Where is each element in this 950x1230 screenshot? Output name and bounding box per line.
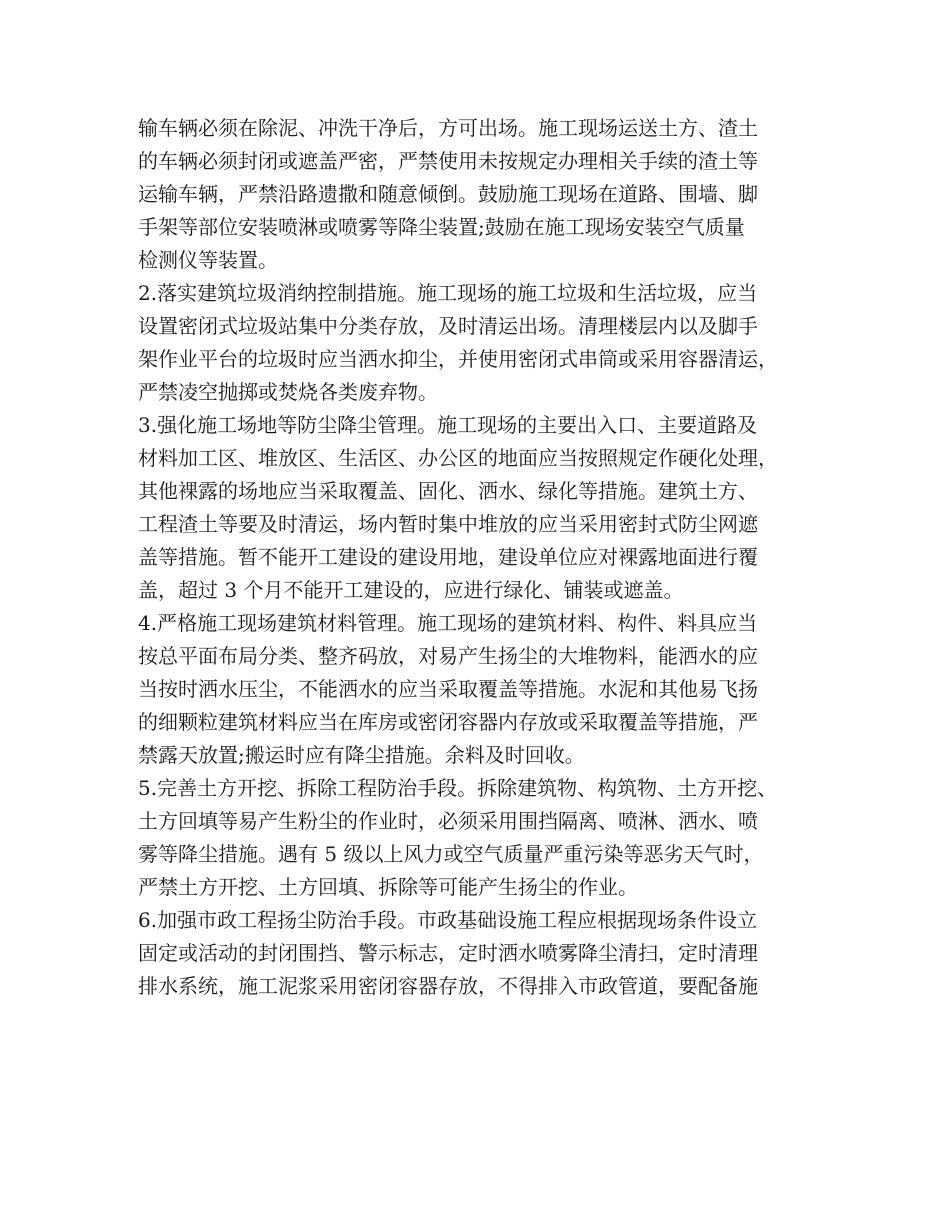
text-line: 盖等措施。暂不能开工建设的建设用地，建设单位应对裸露地面进行覆	[138, 545, 758, 569]
body-text	[138, 112, 826, 1003]
text-line: 雾等降尘措施。遇有 5 级以上风力或空气质量严重污染等恶劣天气时，	[138, 842, 764, 866]
text-line: 严禁土方开挖、土方回填、拆除等可能产生扬尘的作业。	[138, 875, 638, 899]
text-line: 的细颗粒建筑材料应当在库房或密闭容器内存放或采取覆盖等措施，严	[138, 710, 758, 734]
text-line: 5.完善土方开挖、拆除工程防治手段。拆除建筑物、构筑物、土方开挖、	[138, 776, 778, 800]
text-line: 检测仪等装置。	[138, 248, 278, 272]
text-line: 手架等部位安装喷淋或喷雾等降尘装置;鼓励在施工现场安装空气质量	[138, 215, 745, 239]
text-line: 3.强化施工场地等防尘降尘管理。施工现场的主要出入口、主要道路及	[138, 413, 758, 437]
text-line: 的车辆必须封闭或遮盖严密，严禁使用未按规定办理相关手续的渣土等	[138, 149, 758, 173]
text-line: 输车辆必须在除泥、冲洗干净后，方可出场。施工现场运送土方、渣土	[138, 116, 758, 140]
text-line: 材料加工区、堆放区、生活区、办公区的地面应当按照规定作硬化处理，	[138, 446, 778, 470]
text-line: 架作业平台的垃圾时应当洒水抑尘，并使用密闭式串筒或采用容器清运，	[138, 347, 778, 371]
text-line: 工程渣土等要及时清运，场内暂时集中堆放的应当采用密封式防尘网遮	[138, 512, 758, 536]
text-line: 土方回填等易产生粉尘的作业时，必须采用围挡隔离、喷淋、洒水、喷	[138, 809, 758, 833]
text-line: 2.落实建筑垃圾消纳控制措施。施工现场的施工垃圾和生活垃圾，应当	[138, 281, 758, 305]
text-line: 运输车辆，严禁沿路遗撒和随意倾倒。鼓励施工现场在道路、围墙、脚	[138, 182, 758, 206]
text-line: 按总平面布局分类、整齐码放，对易产生扬尘的大堆物料，能洒水的应	[138, 644, 758, 668]
text-line: 4.严格施工现场建筑材料管理。施工现场的建筑材料、构件、料具应当	[138, 611, 758, 635]
text-line: 其他裸露的场地应当采取覆盖、固化、洒水、绿化等措施。建筑土方、	[138, 479, 758, 503]
text-line: 6.加强市政工程扬尘防治手段。市政基础设施工程应根据现场条件设立	[138, 908, 758, 932]
text-line: 排水系统，施工泥浆采用密闭容器存放，不得排入市政管道，要配备施	[138, 974, 758, 998]
text-line: 固定或活动的封闭围挡、警示标志，定时洒水喷雾降尘清扫，定时清理	[138, 941, 758, 965]
text-line: 当按时洒水压尘，不能洒水的应当采取覆盖等措施。水泥和其他易飞扬	[138, 677, 758, 701]
text-line: 禁露天放置;搬运时应有降尘措施。余料及时回收。	[138, 743, 585, 767]
text-line: 严禁凌空抛掷或焚烧各类废弃物。	[138, 380, 438, 404]
text-line: 盖，超过 3 个月不能开工建设的，应进行绿化、铺装或遮盖。	[138, 578, 684, 602]
text-line: 设置密闭式垃圾站集中分类存放，及时清运出场。清理楼层内以及脚手	[138, 314, 758, 338]
